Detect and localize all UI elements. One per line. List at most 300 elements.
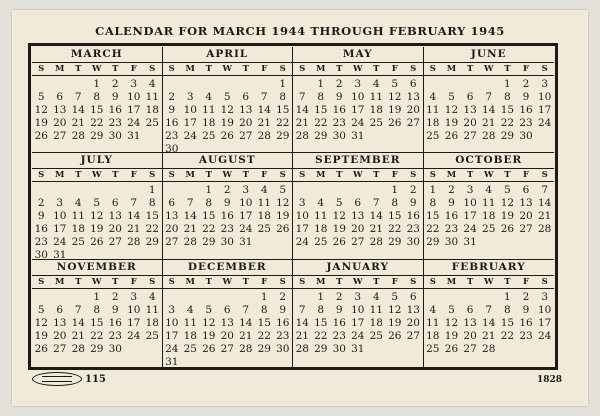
day-cell: 10 [165,317,179,329]
weekday-header: T [504,277,511,287]
day-cell: 24 [127,117,141,129]
day-cell: 2 [111,78,119,90]
day-cell: 3 [354,78,362,90]
day-cell: 11 [369,304,383,316]
weekday-header: S [149,64,156,74]
day-cell: 2 [335,291,343,303]
day-cell: 5 [279,184,287,196]
day-cell: 3 [168,304,176,316]
day-cell: 1 [504,291,511,303]
weekday-header: T [242,170,249,180]
day-cell: 27 [239,130,253,142]
day-cell: 1 [279,78,287,90]
day-cell: 15 [426,210,440,222]
day-cell: 29 [500,130,515,142]
day-cell: 2 [37,197,45,209]
day-grid [424,182,555,249]
day-cell: 6 [354,197,362,209]
weekday-header: W [222,277,233,287]
weekday-header: F [391,64,398,74]
day-cell [424,78,443,91]
day-cell: 11 [145,304,159,316]
day-cell: 11 [369,91,383,103]
day-cell: 13 [406,91,420,103]
day-cell: 7 [298,304,306,316]
day-cell: 23 [332,117,346,129]
day-cell: 30 [34,249,48,261]
day-cell: 19 [34,330,48,342]
day-cell: 15 [202,210,216,222]
day-cell: 11 [482,197,496,209]
day-cell: 21 [239,330,253,342]
day-cell: 9 [448,197,455,209]
day-cell: 14 [257,104,271,116]
day-cell: 12 [34,317,48,329]
day-cell: 14 [295,317,309,329]
day-cell: 25 [71,236,85,248]
day-cell: 10 [127,91,141,103]
day-cell: 4 [74,197,82,209]
weekday-header: F [523,170,530,180]
day-cell: 8 [93,91,101,103]
day-cell: 3 [56,197,64,209]
weekday-header-row [293,276,423,289]
weekday-header: M [446,170,457,180]
day-cell: 30 [108,130,122,142]
weekday-header: S [38,64,45,74]
day-cell: 17 [463,210,477,222]
weekday-header: T [75,64,82,74]
day-cell [535,130,554,143]
month-october [424,153,555,260]
day-cell [218,291,237,304]
day-cell: 28 [239,343,253,355]
day-cell: 20 [220,330,234,342]
day-cell: 16 [276,317,290,329]
day-grid [424,289,555,356]
day-cell [69,184,88,197]
day-cell: 18 [183,330,197,342]
day-cell: 15 [276,104,290,116]
weekday-header: W [91,170,102,180]
weekday-header-row [163,276,293,289]
day-cell: 9 [223,197,231,209]
weekday-header: M [185,277,195,287]
day-cell: 27 [165,236,179,248]
day-cell: 16 [519,317,533,329]
weekday-header: T [336,170,343,180]
month-july [32,153,163,260]
weekday-header: S [168,170,175,180]
day-cell: 8 [148,197,156,209]
day-cell [293,291,312,304]
day-cell [293,184,312,197]
day-cell: 5 [37,304,45,316]
day-cell: 4 [148,291,156,303]
day-cell: 13 [239,104,253,116]
day-cell: 24 [239,223,253,235]
day-cell: 7 [298,91,306,103]
day-cell: 28 [127,236,141,248]
day-cell: 21 [295,330,309,342]
day-cell: 21 [369,223,383,235]
weekday-header: F [391,277,398,287]
day-cell: 15 [314,317,328,329]
weekday-header: T [466,170,474,180]
day-cell: 26 [388,330,402,342]
day-cell: 6 [409,291,417,303]
day-cell: 14 [183,210,197,222]
day-cell: 22 [90,330,104,342]
day-cell [442,291,461,304]
day-cell: 8 [317,304,325,316]
day-cell: 24 [351,330,365,342]
weekday-header: T [112,277,119,287]
day-cell: 31 [463,236,477,248]
day-cell: 16 [444,210,459,222]
day-cell: 2 [448,184,455,196]
day-cell [404,343,423,356]
day-cell: 6 [223,304,231,316]
day-cell: 20 [351,223,365,235]
day-cell: 11 [257,197,271,209]
day-cell [181,184,200,197]
day-cell: 8 [205,197,213,209]
weekday-header: W [352,170,363,180]
month-november [32,260,163,369]
day-cell: 8 [504,304,511,316]
day-cell: 12 [332,210,346,222]
day-cell: 13 [220,317,234,329]
day-cell: 5 [93,197,101,209]
day-cell: 16 [165,117,179,129]
day-cell: 26 [34,130,48,142]
day-cell [461,291,480,304]
day-cell: 15 [257,317,271,329]
day-cell: 18 [71,223,85,235]
day-cell: 25 [482,223,496,235]
weekday-header: T [75,277,82,287]
day-cell: 10 [537,91,552,103]
day-cell: 21 [127,223,141,235]
month-may [293,47,424,153]
day-cell: 8 [391,197,399,209]
day-cell: 25 [145,117,159,129]
weekday-header-row [424,63,555,76]
day-cell [32,184,51,197]
weekday-header: W [352,64,363,74]
day-cell: 3 [541,78,548,90]
day-cell [163,184,182,197]
day-cell: 30 [332,130,346,142]
day-cell: 18 [257,210,271,222]
day-cell: 20 [463,330,477,342]
day-cell: 3 [242,184,250,196]
day-cell: 27 [53,130,67,142]
weekday-header-row [32,276,162,289]
day-cell: 21 [71,117,85,129]
weekday-header: S [168,64,175,74]
footer-left [32,372,106,386]
day-cell: 18 [202,117,216,129]
day-cell: 18 [145,104,159,116]
weekday-header: T [466,64,474,74]
day-cell: 18 [426,330,440,342]
day-cell: 5 [448,304,455,316]
day-cell: 2 [279,291,287,303]
month-september [293,153,424,260]
day-cell: 21 [482,117,496,129]
weekday-header: W [352,277,363,287]
day-cell: 22 [90,117,104,129]
day-cell: 19 [276,210,290,222]
day-cell: 19 [332,223,346,235]
weekday-header: T [112,170,119,180]
day-cell: 12 [388,304,402,316]
day-cell: 19 [444,117,459,129]
month-name: JANUARY [293,260,423,276]
day-cell: 23 [444,223,459,235]
weekday-header: M [185,170,195,180]
weekday-header: S [149,170,156,180]
day-cell: 6 [409,78,417,90]
weekday-header: M [55,64,65,74]
day-cell: 5 [223,91,231,103]
day-cell: 6 [522,184,530,196]
day-cell: 7 [485,304,493,316]
day-cell: 26 [332,236,346,248]
weekday-header-row [293,63,423,76]
day-cell: 6 [466,91,474,103]
day-cell: 30 [220,236,234,248]
day-cell: 22 [314,330,328,342]
month-august [163,153,294,260]
day-cell: 17 [127,104,141,116]
day-cell: 7 [74,304,82,316]
day-cell [535,236,554,249]
day-cell: 26 [220,130,234,142]
weekday-header: T [242,277,249,287]
weekday-header: T [336,64,343,74]
day-cell: 21 [183,223,197,235]
day-cell [442,78,461,91]
calendar-card [12,10,588,406]
day-cell: 24 [183,130,197,142]
day-cell: 23 [34,236,48,248]
day-cell: 11 [71,210,85,222]
day-cell: 27 [463,130,477,142]
day-cell: 3 [298,197,306,209]
day-cell: 9 [522,91,530,103]
day-cell: 28 [537,223,552,235]
day-grid [163,182,293,249]
weekday-header: F [523,64,530,74]
day-cell: 26 [34,343,48,355]
day-cell: 16 [332,317,346,329]
day-cell: 22 [314,117,328,129]
day-cell: 17 [53,223,67,235]
day-cell: 17 [537,104,552,116]
month-december [163,260,294,369]
day-cell: 12 [500,197,515,209]
day-cell: 1 [205,184,213,196]
day-cell: 22 [276,117,290,129]
weekday-header: W [91,64,102,74]
day-cell: 7 [541,184,548,196]
day-cell: 29 [388,236,402,248]
day-cell: 19 [90,223,104,235]
day-cell [386,343,405,356]
weekday-header: S [410,64,417,74]
day-cell: 5 [391,78,399,90]
month-name: JUNE [424,47,555,63]
day-cell: 31 [239,236,253,248]
day-cell: 29 [276,130,290,142]
day-cell [125,184,144,197]
day-cell: 17 [351,104,365,116]
day-cell: 6 [56,91,64,103]
weekday-header: S [279,170,286,180]
weekday-header: W [483,277,494,287]
day-cell: 20 [53,117,67,129]
weekday-header: T [373,64,380,74]
day-grid [293,182,423,249]
day-cell [181,78,200,91]
weekday-header: S [541,277,548,287]
day-cell [479,78,498,91]
day-cell: 3 [466,184,474,196]
form-number: 1828 [537,375,563,385]
day-cell: 29 [90,130,104,142]
day-cell: 19 [500,210,515,222]
month-name: SEPTEMBER [293,153,423,169]
day-cell: 28 [183,236,197,248]
day-cell [51,78,70,91]
day-cell: 23 [406,223,420,235]
day-cell: 11 [202,104,216,116]
weekday-header: S [410,170,417,180]
day-cell: 30 [108,343,122,355]
day-cell: 28 [295,343,309,355]
day-cell: 30 [165,143,179,155]
day-cell: 14 [71,104,85,116]
day-cell: 8 [504,91,511,103]
day-cell [498,236,517,249]
weekday-header: W [483,64,494,74]
day-cell [69,291,88,304]
day-grid [163,289,293,369]
day-cell [404,130,423,143]
month-march [32,47,163,153]
day-cell [69,78,88,91]
weekday-header: T [373,170,380,180]
day-cell: 3 [541,291,548,303]
day-cell: 10 [239,197,253,209]
day-cell: 12 [34,104,48,116]
month-february [424,260,555,369]
day-cell: 12 [276,197,290,209]
day-cell: 25 [183,343,197,355]
day-cell: 1 [391,184,399,196]
day-cell: 4 [372,291,380,303]
weekday-header: M [446,64,457,74]
day-cell: 9 [409,197,417,209]
weekday-header: T [466,277,474,287]
day-cell [367,343,386,356]
day-cell: 29 [90,343,104,355]
day-cell: 24 [351,117,365,129]
day-cell: 6 [56,304,64,316]
day-cell: 8 [93,304,101,316]
day-cell [143,130,162,143]
weekday-header: T [205,64,212,74]
day-cell: 20 [165,223,179,235]
day-cell: 17 [537,317,552,329]
day-cell [200,291,219,304]
weekday-header: T [112,64,119,74]
day-cell: 24 [127,330,141,342]
day-cell: 23 [519,330,533,342]
day-grid [32,182,162,262]
weekday-header: T [336,277,343,287]
day-cell: 10 [351,91,365,103]
weekday-header: S [149,277,156,287]
day-cell: 13 [463,104,477,116]
weekday-header: M [316,277,326,287]
day-cell: 28 [71,130,85,142]
day-cell [386,130,405,143]
day-cell [424,291,443,304]
day-cell: 31 [127,130,141,142]
day-cell: 7 [372,197,380,209]
weekday-header: S [429,64,436,74]
day-cell: 29 [314,343,328,355]
day-cell: 21 [537,210,552,222]
day-cell: 29 [426,236,440,248]
weekday-header: F [130,170,137,180]
day-cell [200,78,219,91]
day-cell [479,291,498,304]
day-cell [237,291,256,304]
day-cell: 28 [71,343,85,355]
calendar-title: CALENDAR FOR MARCH 1944 THROUGH FEBRUARY 1945 [95,24,505,38]
day-cell: 27 [351,236,365,248]
day-cell [330,184,349,197]
weekday-header: F [523,277,530,287]
day-cell: 3 [130,78,138,90]
day-cell: 14 [482,104,496,116]
day-cell: 14 [71,317,85,329]
weekday-header: M [185,64,195,74]
day-cell: 27 [463,343,477,355]
day-cell: 1 [429,184,437,196]
day-cell: 15 [145,210,159,222]
day-cell: 3 [354,291,362,303]
day-cell: 19 [220,117,234,129]
day-cell: 18 [145,317,159,329]
weekday-header: F [130,277,137,287]
day-cell: 30 [332,343,346,355]
day-cell: 10 [127,304,141,316]
weekday-header-row [293,169,423,182]
day-cell: 30 [406,236,420,248]
day-cell: 28 [295,130,309,142]
day-cell: 9 [111,91,119,103]
month-june [424,47,555,153]
day-cell: 7 [130,197,138,209]
weekday-header: F [130,64,137,74]
day-cell: 7 [186,197,194,209]
